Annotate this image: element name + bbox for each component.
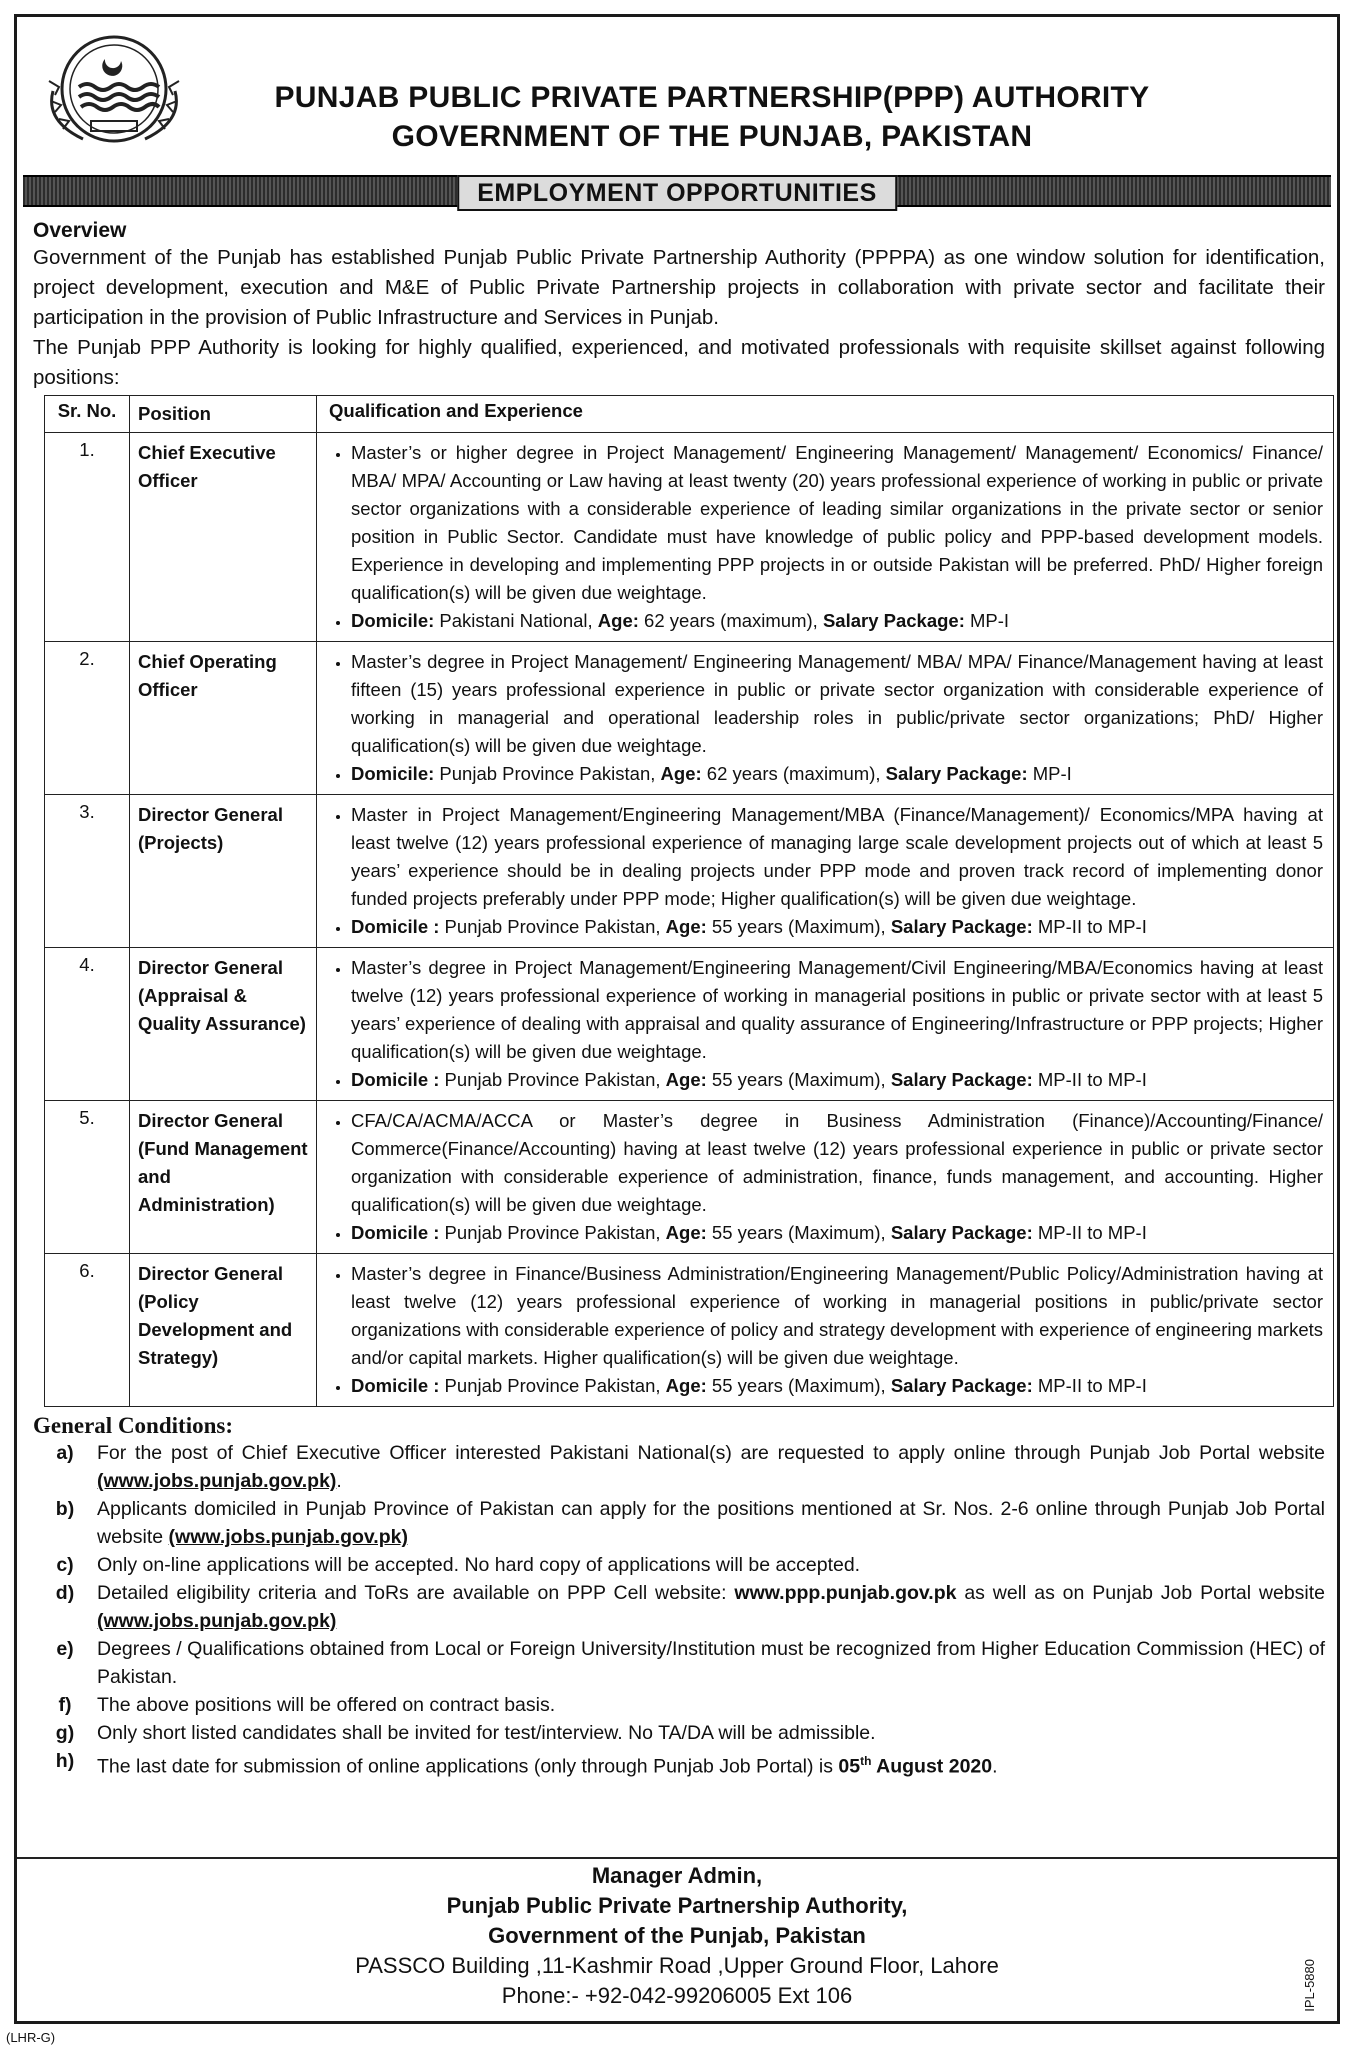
deadline-month-year: August 2020	[871, 1755, 993, 1778]
eligibility-details	[351, 1066, 1323, 1094]
eligibility-details	[351, 1219, 1323, 1247]
condition-text	[97, 1551, 1325, 1579]
general-conditions-list	[33, 1439, 1325, 1781]
header-position: Position	[130, 396, 317, 433]
table-row	[45, 1254, 1334, 1407]
age-value: 62 years (maximum),	[638, 610, 823, 631]
salary-value: MP-I	[1027, 763, 1072, 784]
condition-text	[97, 1691, 1325, 1719]
salary-value: MP-II to MP-I	[1032, 1222, 1147, 1243]
header-sr-no: Sr. No.	[45, 396, 130, 433]
job-portal-link[interactable]: (www.jobs.punjab.gov.pk)	[97, 1610, 337, 1632]
salary-label: Salary Package:	[890, 1375, 1033, 1396]
domicile-label: Domicile:	[351, 763, 435, 784]
row-position: Director General (Projects)	[130, 795, 317, 948]
footer-address	[17, 1861, 1337, 2011]
qualification-text: • Master’s degree in Finance/Business Administration/Engineering Management/Public Policy/Administration having at least twelve (12) years professional experience of working in managerial positions in public/private sector organizations with considerable experience of policy and strategy development with experience of engineering markets and/or capital markets. Higher qualification(s) will be given due weightage.	[351, 1260, 1323, 1372]
eligibility-details	[351, 913, 1323, 941]
domicile-label: Domicile :	[351, 1375, 440, 1396]
age-value: 55 years (Maximum),	[706, 1375, 891, 1396]
age-label: Age:	[665, 1222, 707, 1243]
domicile-label: Domicile :	[351, 1069, 440, 1090]
condition-letter: b)	[55, 1498, 75, 1520]
footer-government: Government of the Punjab, Pakistan	[488, 1923, 866, 1948]
main-content	[27, 213, 1329, 1781]
condition-body-continued: as well as on Punjab Job Portal website	[956, 1582, 1326, 1604]
condition-item	[33, 1747, 1325, 1781]
salary-label: Salary Package:	[890, 916, 1033, 937]
domicile-label: Domicile :	[351, 1222, 440, 1243]
salary-label: Salary Package:	[890, 1069, 1033, 1090]
lhr-code: (LHR-G)	[6, 2030, 56, 2045]
qualification-text: • Master’s or higher degree in Project Management/ Engineering Management/ Management/ Economics/ Finance/ MBA/ MPA/ Accounting or Law having at least twenty (20) years professional experience of working in public or private sector organizations with a considerable experience of leading similar organizations in the private sector or senior position in Public Sector. Candidate must have knowledge of public policy and PPP-based development models. Experience in developing and implementing PPP projects in or outside Pakistan will be preferred. PhD/ Higher foreign qualification(s) will be given due weightage.	[351, 439, 1323, 607]
table-row	[45, 642, 1334, 795]
domicile-value: Punjab Province Pakistan,	[439, 1375, 666, 1396]
condition-item	[33, 1635, 1325, 1691]
age-value: 62 years (maximum),	[701, 763, 886, 784]
row-sr-no: 1.	[45, 433, 130, 642]
condition-item	[33, 1579, 1325, 1635]
ipl-code: IPL-5880	[1302, 1959, 1317, 2012]
condition-body: Only short listed candidates shall be invited for test/interview. No TA/DA will be admissible.	[97, 1722, 876, 1744]
row-sr-no: 5.	[45, 1101, 130, 1254]
condition-punctuation: .	[992, 1755, 998, 1778]
row-qualification	[317, 948, 1334, 1101]
overview-paragraph-2: The Punjab PPP Authority is looking for highly qualified, experienced, and motivated professionals with requisite skillset against following positions:	[33, 336, 1325, 389]
condition-item	[33, 1439, 1325, 1495]
domicile-label: Domicile:	[351, 610, 435, 631]
domicile-value: Punjab Province Pakistan,	[439, 916, 666, 937]
row-position: Director General (Fund Management and Administration)	[130, 1101, 317, 1254]
salary-value: MP-I	[964, 610, 1010, 631]
table-row	[45, 433, 1334, 642]
row-qualification	[317, 433, 1334, 642]
row-sr-no: 3.	[45, 795, 130, 948]
age-label: Age:	[597, 610, 639, 631]
footer-manager: Manager Admin,	[591, 1863, 763, 1888]
table-row	[45, 1101, 1334, 1254]
overview-heading: Overview	[33, 219, 127, 242]
ppp-cell-website-link[interactable]: www.ppp.punjab.gov.pk	[734, 1582, 957, 1604]
condition-item	[33, 1691, 1325, 1719]
footer-authority: Punjab Public Private Partnership Authority,	[446, 1893, 908, 1918]
banner-label: EMPLOYMENT OPPORTUNITIES	[457, 175, 897, 211]
table-row	[45, 795, 1334, 948]
advertisement-frame	[14, 14, 1340, 2024]
age-value: 55 years (Maximum),	[706, 1069, 891, 1090]
condition-body: Applicants domiciled in Punjab Province of Pakistan can apply for the positions mentioned at Sr. Nos. 2-6 online through Punjab Job Portal website	[97, 1498, 1325, 1548]
age-value: 55 years (Maximum),	[706, 1222, 891, 1243]
age-label: Age:	[665, 1069, 707, 1090]
condition-letter: d)	[55, 1582, 75, 1604]
eligibility-details	[351, 1372, 1323, 1400]
condition-body: Only on-line applications will be accepted. No hard copy of applications will be accepted.	[97, 1554, 861, 1576]
general-conditions-heading: General Conditions:	[33, 1413, 233, 1438]
overview-paragraph-1: Government of the Punjab has established Punjab Public Private Partnership Authority (PPPPA) as one window solution for identification, project development, execution and M&E of Public Private Partnership projects in collaboration with private sector and facilitate their participation in the provision of Public Infrastructure and Services in Punjab.	[33, 246, 1325, 329]
salary-value: MP-II to MP-I	[1032, 916, 1147, 937]
row-sr-no: 2.	[45, 642, 130, 795]
row-sr-no: 4.	[45, 948, 130, 1101]
header	[17, 17, 1337, 163]
job-portal-link[interactable]: (www.jobs.punjab.gov.pk)	[97, 1470, 337, 1492]
domicile-label: Domicile :	[351, 916, 440, 937]
condition-letter: a)	[56, 1442, 74, 1464]
condition-item	[33, 1495, 1325, 1551]
condition-text	[97, 1579, 1325, 1635]
domicile-value: Punjab Province Pakistan,	[434, 763, 661, 784]
eligibility-details	[351, 760, 1323, 788]
employment-banner	[23, 175, 1331, 207]
salary-value: MP-II to MP-I	[1032, 1375, 1147, 1396]
condition-punctuation: .	[336, 1470, 342, 1492]
row-qualification	[317, 795, 1334, 948]
qualification-text: • Master’s degree in Project Management/ Engineering Management/ MBA/ MPA/ Finance/Management having at least fifteen (15) years professional experience in public or private sector organization with considerable experience of working in managerial and operational leadership roles in public/private sector organizations; PhD/ Higher qualification(s) will be given due weightage.	[351, 648, 1323, 760]
positions-table	[44, 395, 1334, 1407]
age-label: Age:	[660, 763, 702, 784]
condition-letter: c)	[56, 1554, 74, 1576]
condition-body: Detailed eligibility criteria and ToRs are available on PPP Cell website:	[97, 1582, 735, 1604]
row-sr-no: 6.	[45, 1254, 130, 1407]
condition-item	[33, 1719, 1325, 1747]
row-position: Director General (Policy Development and Strategy)	[130, 1254, 317, 1407]
footer-phone: Phone:- +92-042-99206005 Ext 106	[501, 1983, 853, 2008]
condition-letter: g)	[55, 1722, 75, 1744]
condition-text	[97, 1719, 1325, 1747]
condition-body: For the post of Chief Executive Officer interested Pakistani National(s) are requested to apply online through Punjab Job Portal website	[97, 1442, 1325, 1464]
table-row	[45, 948, 1334, 1101]
job-portal-link[interactable]: (www.jobs.punjab.gov.pk)	[168, 1526, 408, 1548]
qualification-text: • Master’s degree in Project Management/Engineering Management/Civil Engineering/MBA/Economics having at least twelve (12) years professional experience of working in managerial positions in public or private sector with at least 5 years’ experience of dealing with appraisal and quality assurance of Engineering/Infrastructure or PPP projects; Higher qualification(s) will be given due weightage.	[351, 954, 1323, 1066]
row-qualification	[317, 1101, 1334, 1254]
domicile-value: Punjab Province Pakistan,	[439, 1069, 666, 1090]
condition-text	[97, 1747, 1325, 1781]
condition-item	[33, 1551, 1325, 1579]
footer-address-line: PASSCO Building ,11-Kashmir Road ,Upper Ground Floor, Lahore	[355, 1953, 999, 1978]
row-position: Chief Operating Officer	[130, 642, 317, 795]
deadline-day-suffix: th	[860, 1754, 872, 1768]
condition-body: Degrees / Qualifications obtained from Local or Foreign University/Institution must be recognized from Higher Education Commission (HEC) of Pakistan.	[97, 1638, 1325, 1688]
qualification-text: • Master in Project Management/Engineering Management/MBA (Finance/Management)/ Economics/MPA having at least twelve (12) years professional experience of managing large scale development projects out of which at least 5 years’ experience should be in dealing projects under PPP mode and proven track record of implementing donor funded projects preferably under PPP mode; Higher qualification(s) will be given due weightage.	[351, 801, 1323, 913]
salary-label: Salary Package:	[822, 610, 965, 631]
condition-body: The above positions will be offered on contract basis.	[97, 1694, 556, 1716]
condition-text	[97, 1495, 1325, 1551]
salary-value: MP-II to MP-I	[1032, 1069, 1147, 1090]
condition-letter: h)	[55, 1750, 75, 1772]
eligibility-details	[351, 607, 1323, 635]
government-subtitle: GOVERNMENT OF THE PUNJAB, PAKISTAN	[391, 120, 1033, 153]
age-label: Age:	[665, 916, 707, 937]
row-position: Chief Executive Officer	[130, 433, 317, 642]
salary-label: Salary Package:	[890, 1222, 1033, 1243]
header-qualification: Qualification and Experience	[317, 396, 1334, 433]
condition-text	[97, 1439, 1325, 1495]
condition-letter: e)	[56, 1638, 74, 1660]
domicile-value: Pakistani National,	[434, 610, 598, 631]
row-position: Director General (Appraisal & Quality Assurance)	[130, 948, 317, 1101]
table-header-row	[45, 396, 1334, 433]
domicile-value: Punjab Province Pakistan,	[439, 1222, 666, 1243]
condition-letter: f)	[58, 1694, 72, 1716]
salary-label: Salary Package:	[885, 763, 1028, 784]
qualification-text: • CFA/CA/ACMA/ACCA or Master’s degree in Business Administration (Finance)/Accounting/Finance/ Commerce(Finance/Accounting) having at least twelve (12) years professional experience in public or private sector organization with considerable experience of administration, finance, funds management, and accounting. Higher qualification(s) will be given due weightage.	[351, 1107, 1323, 1219]
footer-divider	[17, 1857, 1337, 1859]
age-value: 55 years (Maximum),	[706, 916, 891, 937]
condition-body: The last date for submission of online applications (only through Punjab Job Portal) is	[97, 1755, 839, 1778]
condition-text	[97, 1635, 1325, 1691]
row-qualification	[317, 642, 1334, 795]
row-qualification	[317, 1254, 1334, 1407]
authority-title: PUNJAB PUBLIC PRIVATE PARTNERSHIP(PPP) AUTHORITY	[274, 81, 1150, 114]
age-label: Age:	[665, 1375, 707, 1396]
deadline-day: 05	[838, 1755, 861, 1778]
